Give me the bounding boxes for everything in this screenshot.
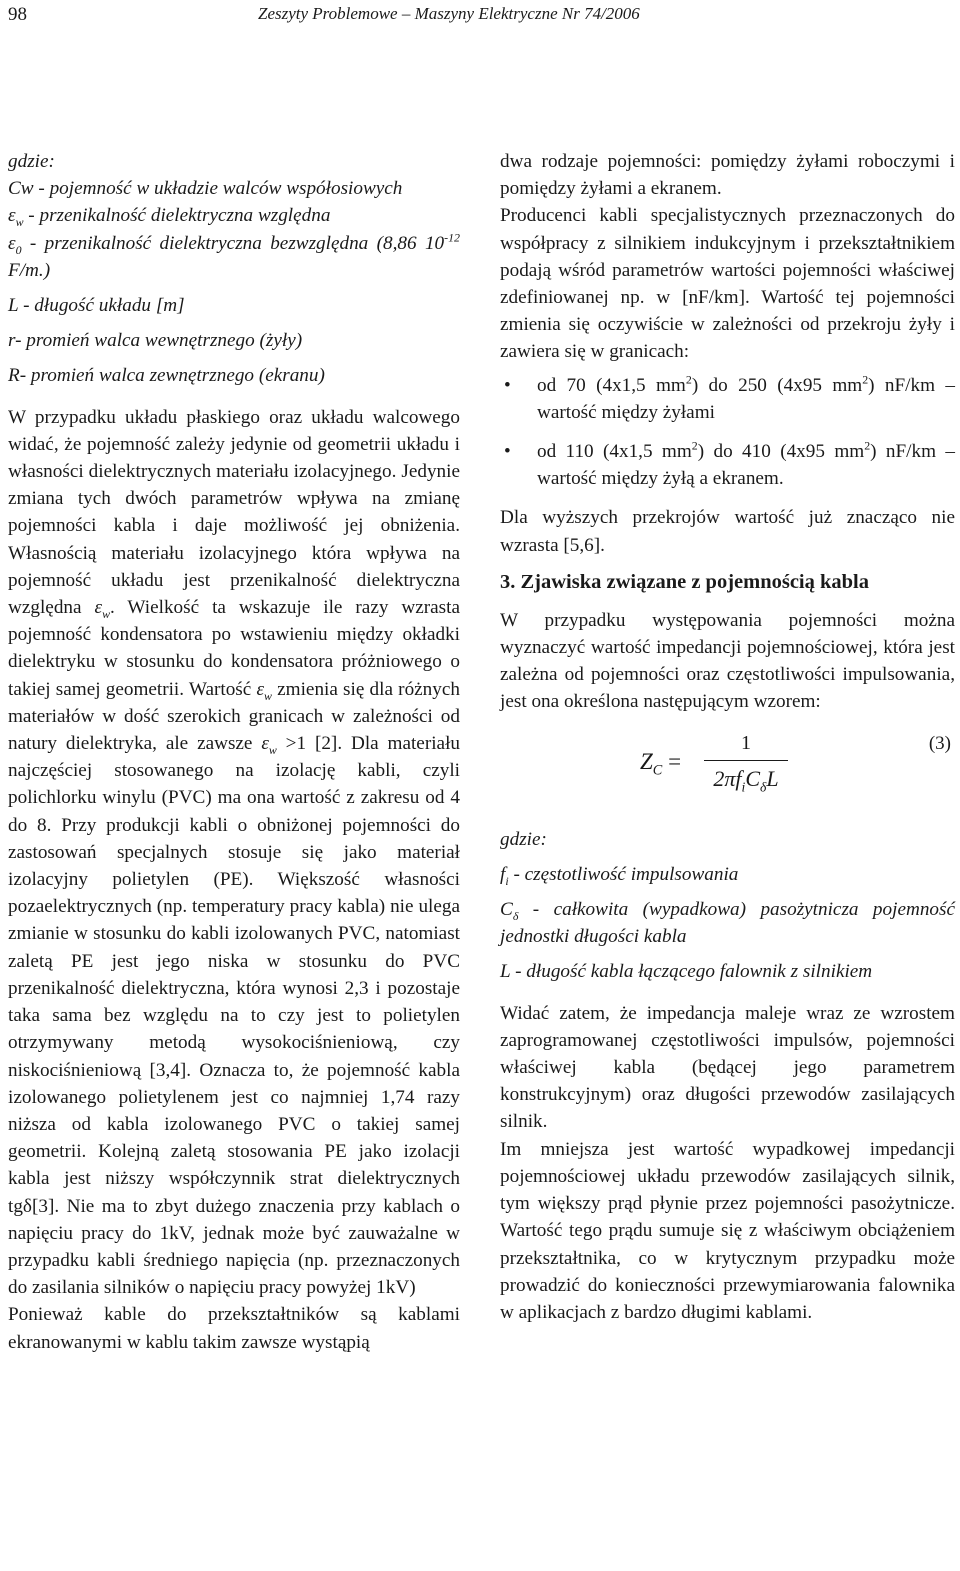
- right-column: [500, 148, 955, 1326]
- paragraph-impedance: W przypadku występowania pojemności można wyznaczyć wartość impedancji pojemnościowej, która jest zależna od pojemności oraz częstotliwości impulsowania, jest ona określona następującym wzorem:: [500, 609, 955, 713]
- def-epsilon-0: $\varepsilon_0$ - przenikalność dielektryczna bezwzględna (8,86 $10^{-12}$ F/m.): [8, 230, 460, 281]
- def-length: L - długość układu [m]: [8, 295, 185, 317]
- def-epsilon-w: $\varepsilon_w$ - przenikalność dielektryczna względna: [8, 205, 331, 230]
- paragraph-parasitic-current: Im mniejsza jest wartość wypadkowej impedancji pojemnościowej układu przewodów zasilających silnik, tym większy prąd płynie przez pojemności pasożytnicze. Wartość tego prądu sumuje się z właściwym obciążeniem przekształtnika, co w krytycznym przypadku może prowadzić do konieczności przewymiarowania falownika w aplikacjach z bardzo długimi kablami.: [500, 1138, 955, 1323]
- journal-title: Zeszyty Problemowe – Maszyny Elektryczne Nr 74/2006: [258, 4, 640, 23]
- bullet-icon: •: [504, 374, 511, 396]
- paragraph-impedance-decrease: Widać zatem, że impedancja maleje wraz ze wzrostem zaprogramowanej częstotliwości impulsów, pojemności właściwej kabla (będącej jego parametrem konstrukcyjnym) oraz długości przewodów zasilających silnik.: [500, 1002, 955, 1133]
- paragraph-higher-sections: Dla wyższych przekrojów wartość już znacząco nie wzrasta [5,6].: [500, 507, 955, 556]
- bullet-icon: •: [504, 441, 511, 463]
- def-inner-radius: r- promień walca wewnętrznego (żyły): [8, 330, 303, 352]
- def-outer-radius: R- promień walca zewnętrznego (ekranu): [8, 365, 325, 387]
- page-header: [0, 0, 960, 40]
- paragraph-shielded-cables: Ponieważ kable do przekształtników są kablami ekranowanymi w kablu takim zawsze wystąpią: [8, 1304, 460, 1353]
- definitions-intro: gdzie:: [8, 151, 55, 172]
- formula-fraction: 1 $2\pi f_iC_\delta L$: [704, 730, 788, 792]
- def-cable-length: L - długość kabla łączącego falownik z silnikiem: [500, 961, 873, 983]
- def-capacitance: $C_\delta$ - całkowita (wypadkowa) pasożytnicza pojemność jednostki długości kabla: [500, 899, 955, 948]
- def-frequency: $f_i$ - częstotliwość impulsowania: [500, 863, 739, 888]
- left-column: [8, 148, 460, 1356]
- paragraph-capacitance-types: dwa rodzaje pojemności: pomiędzy żyłami roboczymi i pomiędzy żyłami a ekranem.: [500, 151, 955, 200]
- def-cw: Cw - pojemność w układzie walców współosiowych: [8, 178, 403, 200]
- equation-number: (3): [928, 732, 951, 754]
- list-item: • od 110 (4x1,5 $mm^2$) do 410 (4x95 $mm^2$) nF/km – wartość między żyłą a ekranem.: [504, 438, 955, 490]
- definitions-intro: gdzie:: [500, 828, 547, 850]
- list-item: • od 70 (4x1,5 $mm^2$) do 250 (4x95 $mm^2$) nF/km – wartość między żyłami: [504, 372, 955, 423]
- page-number: 98: [8, 4, 27, 25]
- section-title: 3. Zjawiska związane z pojemnością kabla: [500, 570, 869, 593]
- formula-lhs: $Z_C$ =: [640, 748, 682, 779]
- capacitance-range-list: [500, 372, 955, 493]
- paragraph-manufacturers: Producenci kabli specjalistycznych przeznaczonych do współpracy z silnikiem indukcyjnym i przekształtnikiem podają wśród parametrów wartości pojemności właściwej zdefiniowanej np. w [nF/km]. Wartość tej pojemności zmienia się oczywiście w zależności od przekroju żyły i zawiera się w granicach:: [500, 205, 955, 363]
- paragraph-dielectric: W przypadku układu płaskiego oraz układu walcowego widać, że pojemność zależy jedynie od geometrii układu i własności dielektrycznych materiału izolacyjnego. Jedynie zmiana tych dwóch parametrów wpływa na zmianę pojemności kabla i daje możliwość jej obniżenia. Własnością materiału izolacyjnego która wpływa na pojemność układu jest przenikalność dielektryczna względna $\varepsilon_w$. Wielkość ta wskazuje ile razy wzrasta pojemność kondensatora po wstawieniu między okładki dielektryku w stosunku do kondensatora próżniowego o takiej samej geometrii. Wartość $\varepsilon_w$ zmienia się dla różnych materiałów w dość szerokich granicach w zależności od natury dielektryka, ale zawsze $\varepsilon_w >1$ [2]. Dla materiału najczęściej stosowanego na izolację kabli, czyli polichlorku winylu (PVC) ma ona wartość z zakresu od 4 do 8. Przy produkcji kabli o obniżonej pojemności do zastosowań specjalnych stosuje się jako materiał izolacyjny polietylen (PE). Większość własności pozaelektrycznych (np. temperatury pracy kabla) nie ulega zmianie w stosunku do kabli izolowanych PVC, natomiast zaletą PE jest jego niska w stosunku do PVC przenikalność dielektryczna, która wynosi 2,3 i pozostaje taka sama bez względu na to czy jest to polietylen otrzymywany metodą wysokociśnieniową, czy niskociśnieniową [3,4]. Oznacza to, że pojemność kabla izolowanego polietylenem jest co najmniej 1,74 razy niższa od kabla izolowanego PVC o takiej samej geometrii. Kolejną zaletą stosowania PE jako izolacji kabla jest niższy współczynnik strat dielektrycznych tgδ[3]. Nie ma to zbyt dużego znaczenia przy kablach o napięciu pracy do 1kV, jednak może być zauważalne w przypadku kabli średniego napięcia (np. przeznaczonych do zasilania silników o napięciu pracy powyżej 1kV): [8, 406, 460, 1299]
- impedance-formula: [500, 730, 955, 802]
